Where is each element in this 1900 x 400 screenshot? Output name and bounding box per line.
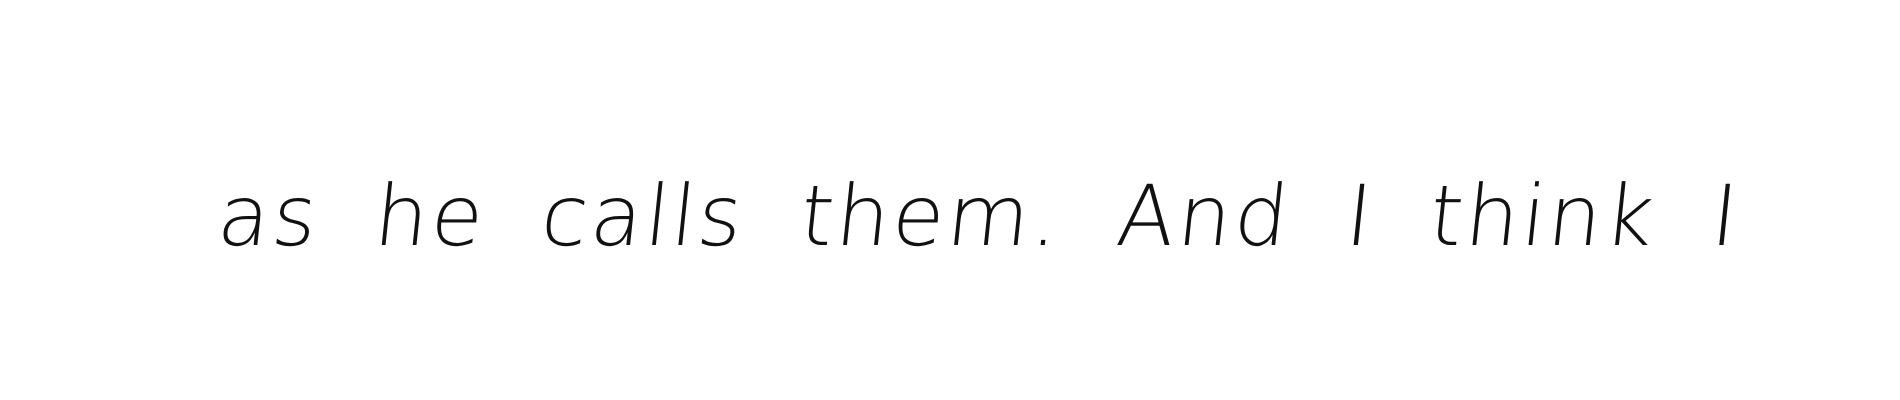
handwritten-text: as he calls them. And I think I bbox=[213, 167, 1746, 265]
handwriting-line bbox=[213, 138, 1746, 265]
